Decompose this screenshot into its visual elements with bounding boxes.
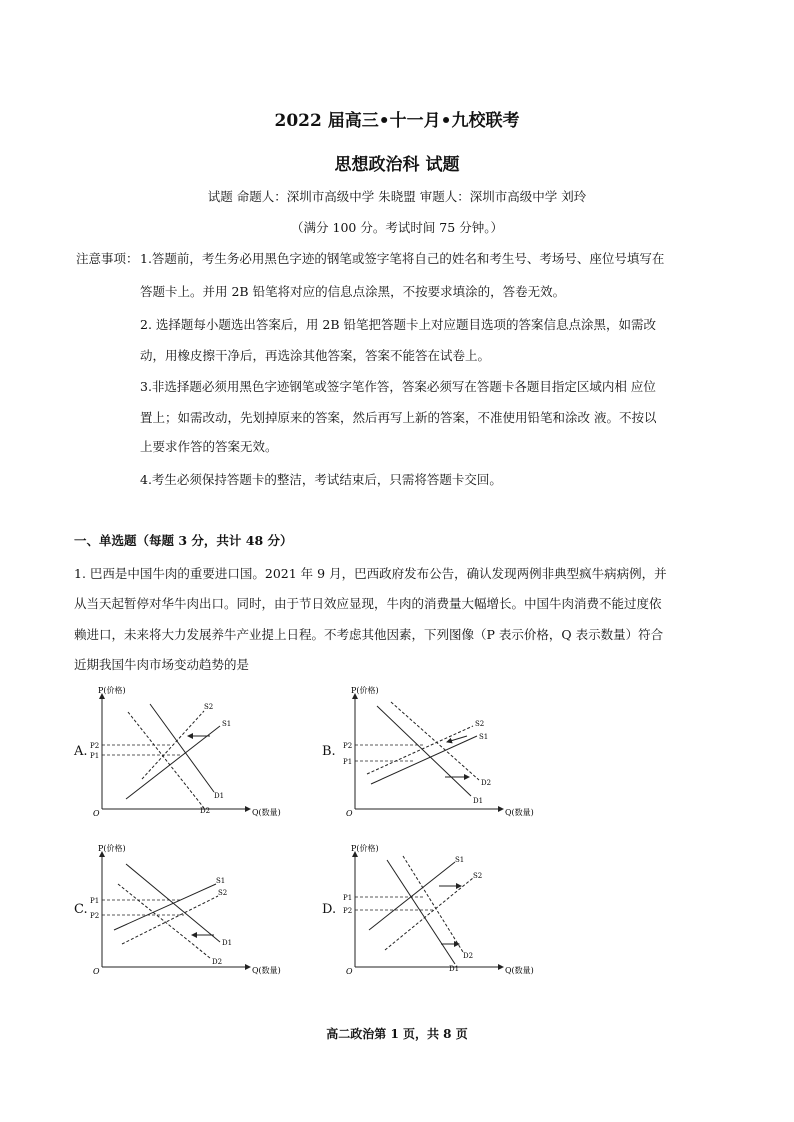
notice-item-2a: 2. 选择题每小题选出答案后，用 2B 铅笔把答题卡上对应题目选项的答案信息点涂黑，如需改	[140, 317, 656, 332]
s1-curve	[126, 726, 220, 799]
exam-subject: 思想政治科 试题	[334, 155, 460, 175]
d1-curve	[150, 704, 214, 792]
y-axis-label: P(价格)	[98, 686, 126, 695]
x-axis-label: Q(数量)	[505, 808, 534, 817]
s1-label: S1	[216, 877, 226, 885]
x-axis-label: Q(数量)	[252, 966, 281, 975]
option-a-label: A.	[74, 744, 88, 759]
notice-item-4: 4.考生必须保持答题卡的整洁，考试结束后，只需将答题卡交回。	[140, 472, 502, 487]
s2-label: S2	[204, 703, 214, 711]
option-c-label: C.	[74, 902, 88, 917]
p2-label: P2	[90, 912, 100, 920]
origin-label: O	[93, 967, 100, 976]
question-1-line-3: 赖进口，未来将大力发展养牛产业提上日程。不考虑其他因素，下列图像（P 表示价格，Q 表示数量）符合	[74, 627, 664, 642]
option-d-label: D.	[322, 902, 337, 917]
s1-label: S1	[455, 856, 465, 864]
p1-label: P1	[90, 752, 100, 760]
d1-label: D1	[449, 965, 460, 973]
d1-label: D1	[214, 792, 225, 800]
page-footer: 高二政治第 1 页，共 8 页	[326, 1027, 468, 1041]
notice-item-1a: 1.答题前，考生务必用黑色字迹的钢笔或签字笔将自己的姓名和考生号、考场号、座位号填写在	[140, 251, 665, 266]
graph-b	[345, 684, 545, 824]
graph-d	[345, 842, 545, 982]
origin-label: O	[93, 809, 100, 818]
s2-curve	[367, 726, 473, 774]
d1-curve	[377, 706, 471, 796]
exam-authors: 试题 命题人：深圳市高级中学 朱晓盟 审题人：深圳市高级中学 刘玲	[207, 189, 587, 204]
p2-label: P2	[343, 907, 353, 915]
origin-label: O	[346, 967, 353, 976]
d1-label: D1	[222, 939, 233, 947]
origin-label: O	[346, 809, 353, 818]
p1-label: P1	[343, 894, 353, 902]
notice-item-2b: 动，用橡皮擦干净后，再选涂其他答案，答案不能答在试卷上。	[140, 348, 491, 363]
y-axis-label: P(价格)	[98, 844, 126, 853]
s1-label: S1	[222, 720, 232, 728]
s2-curve	[385, 878, 473, 950]
d1-curve	[387, 860, 455, 964]
section-title: 一、单选题（每题 3 分，共计 48 分）	[74, 533, 293, 548]
y-axis-label: P(价格)	[351, 686, 379, 695]
s1-curve	[114, 884, 216, 930]
option-b-label: B.	[322, 744, 336, 759]
s1-curve	[369, 862, 455, 930]
notice-item-3b: 置上；如需改动，先划掉原来的答案，然后再写上新的答案，不准使用铅笔和涂改 液。不按以	[140, 410, 657, 425]
d1-label: D1	[473, 797, 484, 805]
exam-score-time: （满分 100 分。考试时间 75 分钟。）	[291, 220, 503, 235]
d2-label: D2	[463, 952, 474, 960]
graph-c	[92, 842, 292, 982]
notice-item-3c: 上要求作答的答案无效。	[140, 439, 278, 454]
notice-item-1b: 答题卡上。并用 2B 铅笔将对应的信息点涂黑，不按要求填涂的，答卷无效。	[140, 284, 566, 299]
d2-label: D2	[200, 807, 211, 815]
question-1-line-2: 从当天起暂停对华牛肉出口。同时，由于节日效应显现，牛肉的消费量大幅增长。中国牛肉消费不能过度依	[74, 596, 662, 611]
d2-label: D2	[212, 958, 223, 966]
question-1-line-4: 近期我国牛肉市场变动趋势的是	[74, 657, 250, 672]
x-axis-label: Q(数量)	[505, 966, 534, 975]
graph-a	[92, 684, 292, 824]
d2-label: D2	[481, 779, 492, 787]
p1-label: P1	[90, 897, 100, 905]
p1-label: P1	[343, 758, 353, 766]
s1-label: S1	[479, 733, 489, 741]
d2-curve	[403, 856, 463, 952]
notice-item-3a: 3.非选择题必须用黑色字迹钢笔或签字笔作答，答案必须写在答题卡各题目指定区域内相 应位	[140, 379, 656, 394]
x-axis-label: Q(数量)	[252, 808, 281, 817]
exam-title: 2022 届高三•十一月•九校联考	[274, 111, 520, 131]
s2-label: S2	[473, 872, 483, 880]
y-axis-label: P(价格)	[351, 844, 379, 853]
notice-label: 注意事项：	[76, 251, 139, 266]
s2-label: S2	[475, 720, 485, 728]
question-1-line-1: 1. 巴西是中国牛肉的重要进口国。2021 年 9 月，巴西政府发布公告，确认发现两例非典型疯牛病病例，并	[74, 566, 667, 581]
d1-curve	[126, 864, 220, 942]
p2-label: P2	[90, 742, 100, 750]
s2-label: S2	[218, 889, 228, 897]
p2-label: P2	[343, 742, 353, 750]
